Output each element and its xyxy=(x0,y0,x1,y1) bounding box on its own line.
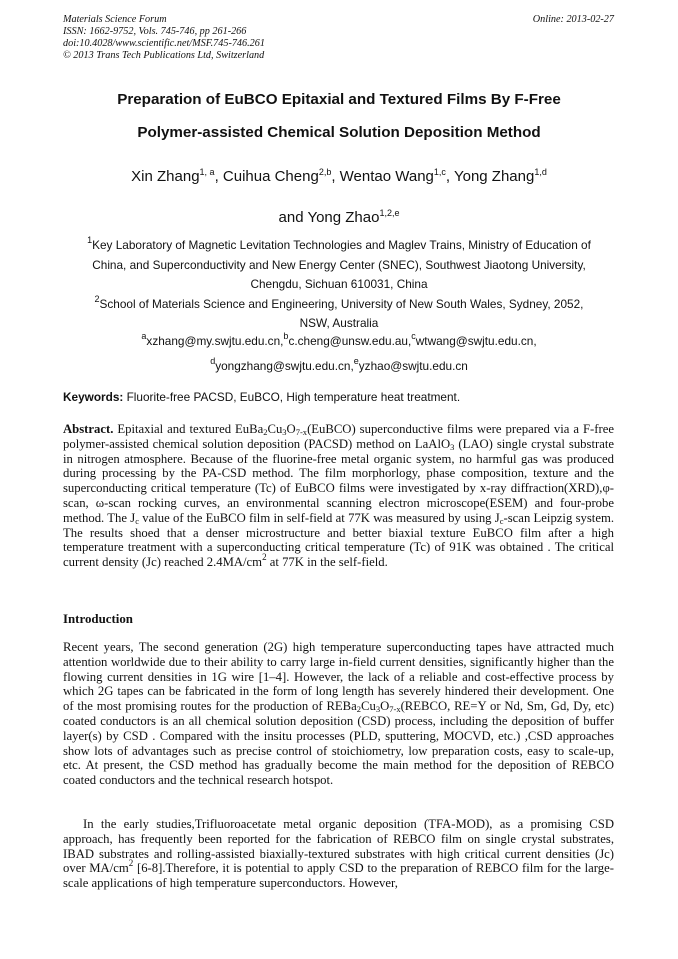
journal-header xyxy=(63,14,265,62)
paper-title-line-2: Polymer-assisted Chemical Solution Deposition Method xyxy=(137,124,541,141)
abstract-text: (LAO) single crystal substrate in nitrogen atmosphere. Because of the fluorine-free metal organic system, no harmful gas was produced during processing by the PA-CSD method. The film morphorlogy, phase composition, texture and the superconducting critical temperature (Tc) of EuBCO films were investigated by x-ray diffraction(XRD),φ-scan, ω-scan rocking curves, an environmental scanning electron microscope(ESEM) and four-probe method. The J xyxy=(63,436,614,525)
email-link[interactable]: wtwang@swjtu.edu.cn, xyxy=(415,334,537,348)
subscript: c xyxy=(499,515,504,526)
abstract-text: value of the EuBCO film in self-field at 77K was measured by using J xyxy=(138,510,500,525)
author-superscript: 1, a xyxy=(199,167,215,177)
affiliation-2 xyxy=(63,295,615,315)
keywords xyxy=(63,390,615,404)
author-list xyxy=(63,168,615,185)
doi-line: doi:10.4028/www.scientific.net/MSF.745-746.261 xyxy=(63,38,265,49)
author-name: and Yong Zhao xyxy=(278,209,380,226)
superscript: 2 xyxy=(128,858,134,869)
abstract-text: at 77K in the self-field. xyxy=(266,555,388,570)
body-text: [6-8].Therefore, it is potential to apply CSD to the preparation of REBCO film for the large-scale applications of high temperature superconductors. However, xyxy=(63,861,615,891)
email-link[interactable]: yongzhang@swjtu.edu.cn, xyxy=(215,359,354,373)
affiliations xyxy=(63,236,615,334)
author-superscript: 1,d xyxy=(534,167,547,177)
intro-paragraph-1 xyxy=(63,640,614,788)
affiliation-1-line-2: China, and Superconductivity and New Energy Center (SNEC), Southwest Jiaotong University, xyxy=(92,257,586,272)
affiliation-marker: 2 xyxy=(94,293,100,304)
abstract-text: O xyxy=(286,422,296,436)
affiliation-2-line-2: NSW, Australia xyxy=(299,316,379,331)
email-marker: c xyxy=(411,331,416,341)
author-superscript: 2,b xyxy=(318,167,332,177)
abstract-text: Cu xyxy=(267,422,283,436)
body-text: Recent years, The second generation (2G) high temperature superconducting tapes have attracted much attention worldwide due to their ability to carry large in-field current densities, significantly higher than the flowing current densities in 1G wire [1–4]. However, the lack of a reliable and cost-effective process by which 2G tapes can be fabricated in the form of long length has severely hindered their development. One of the most promising routes for the production of REBa xyxy=(63,640,614,714)
affiliation-marker: 1 xyxy=(87,235,93,245)
email-link[interactable]: xzhang@my.swjtu.edu.cn, xyxy=(146,334,284,348)
email-list xyxy=(63,331,615,348)
email-link[interactable]: c.cheng@unsw.edu.au, xyxy=(288,334,412,348)
email-list-continued xyxy=(63,356,615,373)
subscript: 2 xyxy=(356,704,361,715)
keywords-text: Fluorite-free PACSD, EuBCO, High temperature heat treatment. xyxy=(123,390,461,404)
author-name: , Cuihua Cheng xyxy=(214,168,319,185)
paper-title-line-1: Preparation of EuBCO Epitaxial and Textured Films By F-Free xyxy=(117,91,561,108)
intro-paragraph-2 xyxy=(63,817,614,891)
section-heading-introduction: Introduction xyxy=(63,612,133,626)
subscript: 7-x xyxy=(295,427,308,437)
subscript: 2 xyxy=(263,427,268,437)
body-text: Cu xyxy=(361,699,376,714)
subscript: c xyxy=(135,515,139,526)
body-text: In the early studies,Trifluoroacetate metal organic deposition (TFA-MOD), as a promising CSD approach, has frequently been reported for the fabrication of REBCO film on single crystal substrates, IBAD substrates and rolling-assisted biaxially-textured substrates with high critical current densities (Jc) over MA/cm xyxy=(63,817,614,876)
email-link[interactable]: yzhao@swjtu.edu.cn xyxy=(358,359,468,373)
affiliation-1 xyxy=(63,236,615,256)
body-text: (REBCO, RE=Y or Nd, Sm, Gd, Dy, etc) coated conductors is an all chemical solution deposition (CSD) process, including the deposition of buffer layer(s) by CSD . Compared with the insitu processes (PLD, sputtering, MOCVD, etc.) ,CSD approaches show lots of advantages such as precise control of stoichiometry, low preparation costs, easy to scale-up, etc. At present, the CSD method has gradually become the main method for the deposition of REBCO coated conductors and the technical research hotspot. xyxy=(63,699,614,788)
superscript: 2 xyxy=(262,552,267,563)
abstract xyxy=(63,422,614,570)
author-superscript: 1,c xyxy=(433,167,446,177)
author-name: , Wentao Wang xyxy=(331,168,434,185)
subscript: 3 xyxy=(282,427,287,437)
keywords-label: Keywords: xyxy=(63,390,124,404)
subscript: 3 xyxy=(375,704,381,715)
journal-name: Materials Science Forum xyxy=(63,14,167,25)
online-date: Online: 2013-02-27 xyxy=(532,14,614,25)
affiliation-text: Key Laboratory of Magnetic Levitation Technologies and Maglev Trains, Ministry of Education of xyxy=(92,238,591,252)
author-name: Xin Zhang xyxy=(131,168,200,185)
author-superscript: 1,2,e xyxy=(379,208,400,218)
affiliation-text: School of Materials Science and Engineering, University of New South Wales, Sydney, 2052, xyxy=(99,296,584,311)
abstract-label: Abstract. xyxy=(63,422,114,436)
copyright-line: © 2013 Trans Tech Publications Ltd, Switzerland xyxy=(63,50,265,61)
author-list-continued xyxy=(63,209,615,226)
email-marker: d xyxy=(210,356,216,366)
abstract-text: (EuBCO) superconductive films were prepared via a F-free polymer-assisted chemical solution deposition (PACSD) method on LaAlO xyxy=(63,422,614,451)
author-name: , Yong Zhang xyxy=(445,168,535,185)
body-text: O xyxy=(380,699,390,714)
email-marker: e xyxy=(353,356,359,366)
issn-line: ISSN: 1662-9752, Vols. 745-746, pp 261-266 xyxy=(63,26,247,37)
email-marker: a xyxy=(141,331,147,341)
subscript: 3 xyxy=(450,441,455,452)
abstract-text: Epitaxial and textured EuBa xyxy=(113,422,264,436)
affiliation-1-line-3: Chengdu, Sichuan 610031, China xyxy=(250,277,428,292)
subscript: 7-x xyxy=(389,704,401,715)
email-marker: b xyxy=(283,331,289,341)
abstract-text: -scan Leipzig system. The results shoed that a denser microstructure and better biaxial texture EuBCO film after a high temperature treatment with a superconducting critical temperature (Tc) of 91K was obtained . The critical current density (Jc) reached 2.4MA/cm xyxy=(63,510,614,570)
